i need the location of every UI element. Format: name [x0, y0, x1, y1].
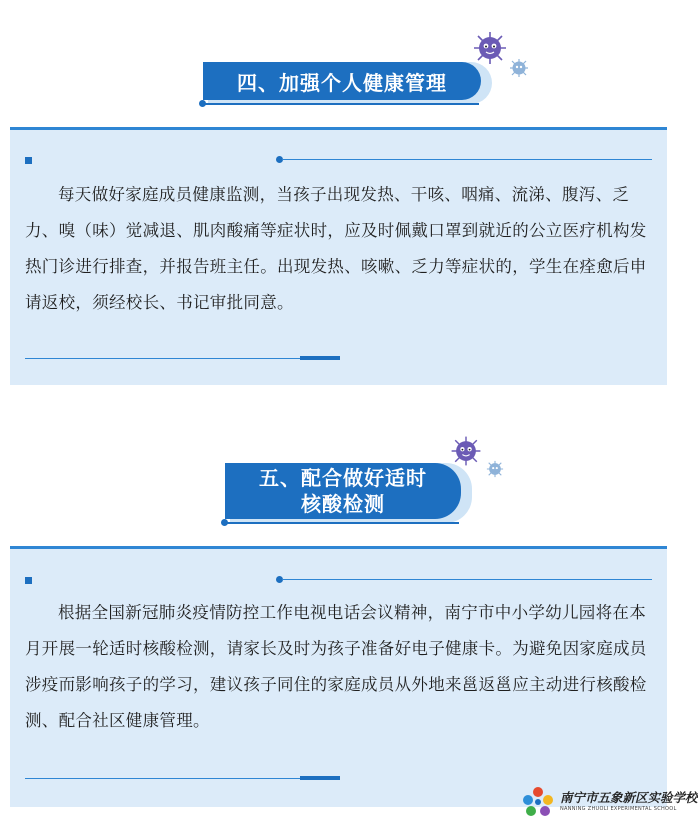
- section-4-title: 四、加强个人健康管理: [237, 70, 447, 95]
- corner-square: [25, 577, 32, 584]
- school-name: 南宁市五象新区实验学校: [560, 790, 698, 805]
- content-panel: [10, 546, 667, 807]
- bottom-line: [25, 778, 340, 779]
- section-title: [225, 463, 461, 519]
- school-logo: [520, 784, 698, 820]
- school-subtitle: NANNING ZHUOLI EXPERIMENTAL SCHOOL: [560, 806, 677, 812]
- top-line: [282, 579, 652, 580]
- virus-icon: [448, 434, 484, 468]
- section-5-title-line1: 五、配合做好适时: [259, 466, 427, 490]
- title-dot: [221, 519, 228, 526]
- bottom-bar: [300, 776, 340, 780]
- title-underline: [225, 522, 459, 524]
- section-4-paragraph: 每天做好家庭成员健康监测，当孩子出现发热、干咳、咽痛、流涕、腹泻、乏力、嗅（味）觉减退、肌肉酸痛等症状时，应及时佩戴口罩到就近的公立医疗机构发热门诊进行排查，并报告班主任。出现发热、咳嗽、乏力等症状的，学生在痊愈后申请返校，须经校长、书记审批同意。: [25, 185, 647, 312]
- section-5-title-line2: 核酸检测: [301, 492, 385, 516]
- school-logo-icon: [520, 786, 556, 818]
- section-5-paragraph: 根据全国新冠肺炎疫情防控工作电视电话会议精神，南宁市中小学幼儿园将在本月开展一轮适时核酸检测，请家长及时为孩子准备好电子健康卡。为避免因家庭成员涉疫而影响孩子的学习，建议孩子同住的家庭成员从外地来邕返邕应主动进行核酸检测、配合社区健康管理。: [25, 603, 647, 730]
- virus-small-icon: [485, 460, 505, 478]
